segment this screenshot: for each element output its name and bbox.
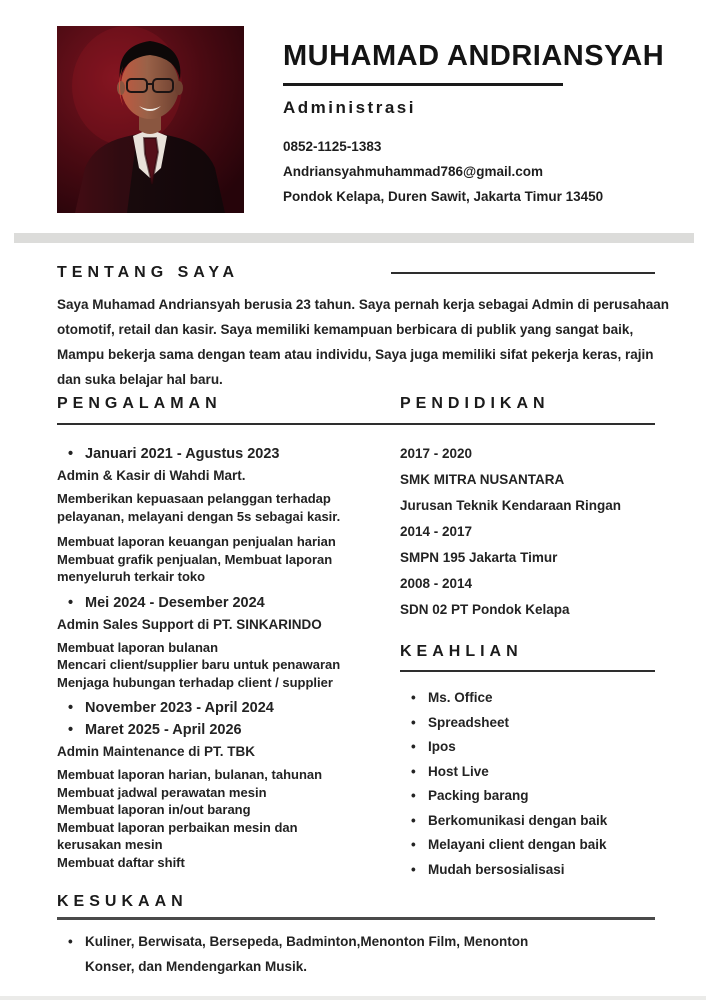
skill-label-row bbox=[400, 735, 662, 760]
experience-detail-block bbox=[57, 639, 387, 692]
experience-detail-block bbox=[57, 766, 387, 871]
bullet-icon: • bbox=[411, 714, 416, 730]
bullet-icon: • bbox=[68, 700, 74, 716]
experience-role: Admin Maintenance di PT. TBK bbox=[57, 744, 256, 759]
contact-block bbox=[283, 134, 683, 209]
email-address: Andriansyahmuhammad786@gmail.com bbox=[283, 164, 543, 179]
skill-label-row bbox=[400, 833, 662, 858]
hobby-label-row bbox=[57, 929, 692, 979]
hobbies-heading: KESUKAAN bbox=[57, 893, 188, 910]
bullet-icon: • bbox=[411, 861, 416, 877]
hobby-label: Kuliner, Berwisata, Bersepeda, Badminton,Menonton Film, Menonton Konser, dan Mendengarkan Musik. bbox=[85, 934, 529, 974]
education-school: SDN 02 PT Pondok Kelapa bbox=[400, 602, 570, 617]
experience-detail-line: menyeluruh terkair toko bbox=[57, 569, 206, 584]
bullet-icon: • bbox=[68, 934, 73, 949]
phone-number: 0852-1125-1383 bbox=[283, 139, 382, 154]
postal-address: Pondok Kelapa, Duren Sawit, Jakarta Timur 13450 bbox=[283, 189, 604, 204]
skill-label-row bbox=[400, 784, 662, 809]
skills-heading-row bbox=[400, 643, 662, 672]
education-rows bbox=[400, 445, 662, 619]
bullet-icon: • bbox=[411, 812, 416, 828]
experience-detail-block bbox=[57, 533, 387, 586]
experience-detail-line: Membuat jadwal perawatan mesin bbox=[57, 784, 267, 800]
right-column bbox=[400, 445, 662, 882]
skill-label: Ms. Office bbox=[428, 690, 493, 705]
bullet-icon: • bbox=[411, 739, 416, 754]
heading-rule bbox=[391, 272, 655, 274]
bullet-icon: • bbox=[411, 763, 416, 779]
experience-period-row bbox=[57, 445, 387, 464]
skills-heading: KEAHLIAN bbox=[400, 643, 523, 660]
bullet-icon: • bbox=[411, 788, 416, 803]
person-name: MUHAMAD ANDRIANSYAH bbox=[283, 40, 665, 72]
experience-entries bbox=[57, 445, 387, 882]
about-section bbox=[57, 264, 692, 392]
section-divider-bar bbox=[14, 233, 694, 243]
experience-entry bbox=[57, 594, 387, 692]
experience-detail-line: Membuat daftar shift bbox=[57, 854, 185, 870]
header bbox=[283, 42, 683, 209]
skill-label: Packing barang bbox=[428, 788, 529, 803]
skill-label-row bbox=[400, 686, 662, 711]
skill-label: Melayani client dengan baik bbox=[428, 837, 607, 852]
experience-heading: PENGALAMAN bbox=[57, 395, 222, 412]
skill-label: Berkomunikasi dengan baik bbox=[428, 812, 608, 828]
education-school: SMK MITRA NUSANTARA bbox=[400, 472, 565, 487]
page-bottom-edge bbox=[0, 996, 706, 1000]
experience-detail-block bbox=[57, 490, 387, 525]
experience-period-row bbox=[57, 721, 387, 740]
skill-label: Host Live bbox=[428, 763, 489, 779]
experience-detail-line: Membuat grafik penjualan, Membuat laporan bbox=[57, 551, 333, 567]
main-columns bbox=[57, 395, 692, 882]
experience-role: Admin & Kasir di Wahdi Mart. bbox=[57, 468, 246, 483]
experience-period: Mei 2024 - Desember 2024 bbox=[85, 594, 265, 611]
experience-detail-line: Membuat laporan keuangan penjualan harian bbox=[57, 534, 336, 549]
about-heading: TENTANG SAYA bbox=[57, 264, 240, 281]
experience-entry bbox=[57, 445, 387, 586]
skill-label-row bbox=[400, 858, 662, 883]
heading-rule bbox=[57, 423, 655, 425]
portrait-illustration bbox=[57, 26, 244, 213]
skill-label-row bbox=[400, 809, 662, 834]
skill-label: Ipos bbox=[428, 739, 456, 754]
education-heading: PENDIDIKAN bbox=[400, 395, 550, 412]
about-text: Saya Muhamad Andriansyah berusia 23 tahun. Saya pernah kerja sebagai Admin di perusahaan otomotif, retail dan kasir. Saya memiliki kemampuan berbicara di publik yang sangat baik, Mampu bekerja sama dengan team atau individu, Saya juga memiliki sifat pekerja keras, rajin dan suka belajar hal baru. bbox=[57, 297, 669, 387]
name-divider bbox=[283, 83, 563, 86]
heading-rule bbox=[57, 917, 655, 920]
skill-label-row bbox=[400, 760, 662, 785]
experience-detail-line: Memberikan kepuasaan pelanggan terhadap bbox=[57, 491, 331, 506]
experience-detail-line: Menjaga hubungan terhadap client / supplier bbox=[57, 674, 333, 690]
skill-label: Mudah bersosialisasi bbox=[428, 861, 565, 877]
education-school: SMPN 195 Jakarta Timur bbox=[400, 550, 558, 565]
experience-detail-line: Membuat laporan perbaikan mesin dan bbox=[57, 819, 298, 835]
bullet-icon: • bbox=[411, 837, 416, 852]
experience-detail-line: kerusakan mesin bbox=[57, 837, 163, 852]
job-title: Administrasi bbox=[283, 98, 416, 117]
bullet-icon: • bbox=[411, 690, 416, 705]
column-headings bbox=[57, 395, 692, 425]
experience-detail-line: Membuat laporan harian, bulanan, tahunan bbox=[57, 767, 323, 782]
bullet-icon: • bbox=[68, 446, 74, 462]
education-period: 2014 - 2017 bbox=[400, 524, 473, 539]
bullet-icon: • bbox=[68, 594, 74, 611]
about-heading-row bbox=[57, 264, 692, 282]
skill-label-row bbox=[400, 711, 662, 736]
experience-period: Januari 2021 - Agustus 2023 bbox=[85, 446, 280, 462]
experience-detail-line: Membuat laporan bulanan bbox=[57, 639, 219, 655]
experience-detail-line: Membuat laporan in/out barang bbox=[57, 802, 251, 817]
skills-list bbox=[400, 686, 662, 882]
hobbies-list bbox=[57, 929, 692, 979]
heading-rule bbox=[400, 670, 655, 672]
education-period: 2008 - 2014 bbox=[400, 576, 473, 591]
skill-label: Spreadsheet bbox=[428, 714, 510, 730]
experience-period-row bbox=[57, 699, 387, 718]
experience-detail-line: pelayanan, melayani dengan 5s sebagai kasir. bbox=[57, 508, 341, 524]
experience-period-row bbox=[57, 594, 387, 613]
experience-detail-line: Mencari client/supplier baru untuk penawaran bbox=[57, 657, 341, 672]
hobbies-section bbox=[57, 893, 692, 979]
experience-entry bbox=[57, 699, 387, 871]
experience-period: November 2023 - April 2024 bbox=[85, 700, 274, 716]
experience-role: Admin Sales Support di PT. SINKARINDO bbox=[57, 616, 322, 632]
bullet-icon: • bbox=[68, 722, 74, 738]
profile-photo bbox=[57, 26, 244, 213]
education-period: 2017 - 2020 bbox=[400, 446, 473, 461]
experience-period: Maret 2025 - April 2026 bbox=[85, 722, 242, 738]
education-major: Jurusan Teknik Kendaraan Ringan bbox=[400, 498, 622, 513]
